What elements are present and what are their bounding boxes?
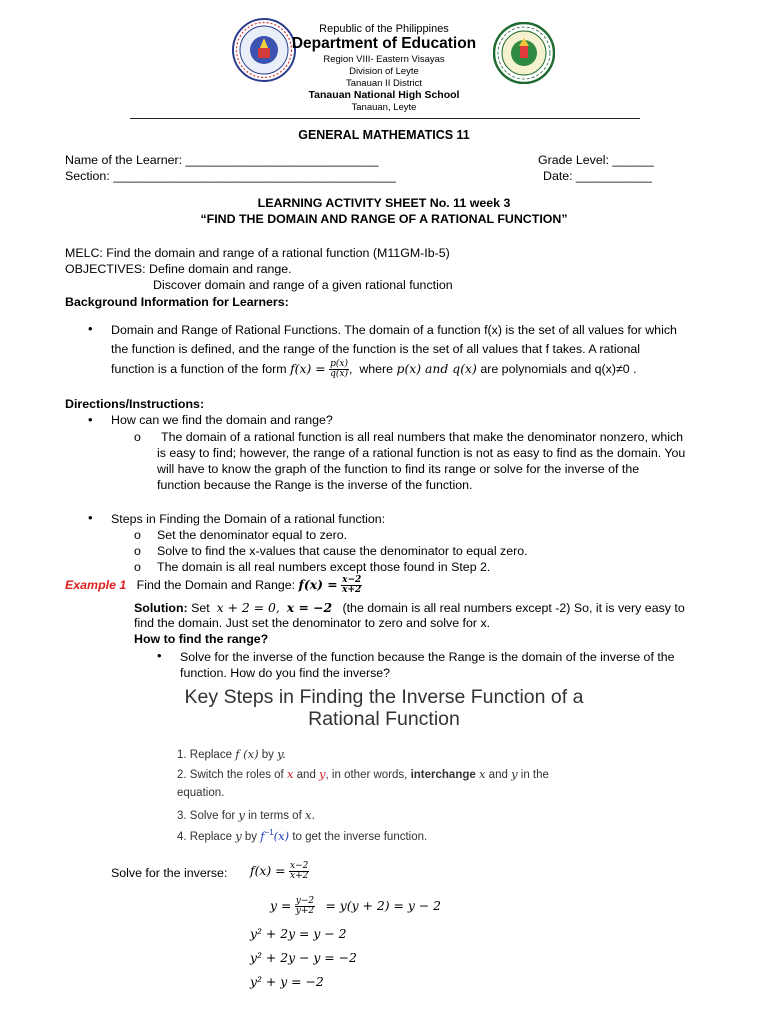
bg-line-3-b: where: [359, 361, 394, 376]
bg-line-3-a: function is a function of the form: [111, 361, 287, 376]
date-field: Date: ___________: [543, 169, 652, 183]
solve-f-fraction: [289, 862, 309, 881]
example-1-prompt: Find the Domain and Range:: [136, 577, 296, 592]
header-region: Region VIII- Eastern Visayas: [323, 54, 445, 65]
key-step-2-x2: x: [478, 767, 486, 781]
header-district: Tanauan II District: [345, 78, 423, 89]
key-step-3-b: in terms of: [248, 810, 302, 822]
solution-eq-2: x = −2: [286, 600, 333, 615]
key-step-2: [177, 767, 549, 781]
answer-line-2: is easy to find; however, the range of a rational function is not as easy to find as the domain. You: [157, 446, 686, 460]
solve-f-line: [250, 862, 309, 881]
solve-line-3: y² + 2y − y = −2: [250, 950, 357, 965]
solve-y-rhs: = y(y + 2) = y − 2: [325, 897, 442, 913]
subject-title: GENERAL MATHEMATICS 11: [298, 128, 470, 142]
form-lhs: f(x) =: [290, 360, 326, 376]
sheet-title: LEARNING ACTIVITY SHEET No. 11 week 3: [257, 196, 511, 210]
header-divider: [130, 118, 640, 119]
key-step-3: [177, 808, 315, 822]
form-fraction: [329, 360, 349, 379]
header-division: Division of Leyte: [349, 66, 419, 77]
background-heading: Background Information for Learners:: [65, 295, 289, 309]
solve-y-line: [270, 897, 441, 916]
key-steps-title-2: Rational Function: [308, 708, 460, 730]
bullet-dot: •: [88, 510, 93, 525]
step-2: Solve to find the x-values that cause the denominator to equal zero.: [157, 544, 528, 558]
solve-f-den: x+2: [290, 871, 309, 881]
solution-text: (the domain is all real numbers except -2) So, it is very easy to: [342, 601, 685, 615]
example-f-fraction: [341, 576, 362, 595]
melc-text: MELC: Find the domain and range of a rational function (M11GM-Ib-5): [65, 246, 450, 260]
grade-level-field: Grade Level: ______: [538, 153, 654, 167]
key-step-2-cont: equation.: [177, 787, 225, 799]
sub-bullet: o: [134, 544, 141, 558]
key-step-4-f: f: [260, 828, 265, 843]
steps-heading: Steps in Finding the Domain of a rational function:: [111, 512, 386, 526]
key-step-4-a: 4. Replace: [177, 830, 232, 843]
bg-line-2: the function is defined, and the range of the function is the set of all values that f takes. A rational: [111, 342, 641, 356]
objective-2: Discover domain and range of a given rational function: [153, 278, 453, 292]
key-step-2-c: in the: [520, 769, 549, 781]
example-1-line: [65, 576, 362, 595]
key-steps-title-1: Key Steps in Finding the Inverse Function of a: [184, 686, 584, 708]
solution-line: [134, 600, 685, 615]
solution-set: Set: [191, 601, 210, 615]
key-step-2-bold: interchange: [410, 769, 476, 781]
solve-f-num: x−2: [290, 861, 309, 871]
range-bullet-2: function. How do you find the inverse?: [180, 666, 391, 680]
form-den: q(x): [330, 369, 348, 379]
key-step-4-b: by: [244, 830, 258, 843]
solve-y-fraction: [295, 897, 315, 916]
key-step-4-y: y: [235, 828, 242, 843]
key-step-1-b: f (x): [235, 747, 259, 761]
solve-f-lhs: f(x) =: [250, 862, 286, 878]
key-step-1: [177, 747, 286, 761]
solution-label: Solution:: [134, 601, 188, 615]
step-3: The domain is all real numbers except those found in Step 2.: [157, 560, 491, 574]
key-step-3-x: x.: [304, 808, 316, 822]
key-step-2-b: , in other words,: [325, 769, 408, 781]
key-step-1-c: by: [261, 749, 274, 761]
step-1: Set the denominator equal to zero.: [157, 528, 348, 542]
example-f-num: x−2: [342, 575, 362, 585]
pq-math: p(x) and q(x): [396, 360, 477, 376]
answer-line-3: will have to know the graph of the function to find its range or solve for the inverse of the: [157, 462, 640, 476]
solution-eq-1: x + 2 = 0,: [216, 600, 280, 615]
key-step-4-c: to get the inverse function.: [292, 830, 428, 843]
answer-line-1: The domain of a rational function is all real numbers that make the denominator nonzero, which: [161, 430, 684, 444]
directions-q1: How can we find the domain and range?: [111, 413, 333, 427]
bg-line-1: Domain and Range of Rational Functions. The domain of a function f(x) is the set of all values for which: [111, 323, 677, 337]
answer-line-4: function because the Range is the inverse of the function.: [157, 478, 473, 492]
key-step-1-d: y.: [277, 747, 286, 761]
header-town: Tanauan, Leyte: [351, 102, 417, 113]
bullet-dot: •: [88, 321, 93, 336]
key-step-2-a: 2. Switch the roles of: [177, 769, 284, 781]
form-num: p(x): [330, 359, 348, 369]
sheet-subtitle: “FIND THE DOMAIN AND RANGE OF A RATIONAL FUNCTION”: [200, 212, 568, 226]
header-republic: Republic of the Philippines: [319, 23, 449, 35]
objectives-line: OBJECTIVES: Define domain and range.: [65, 262, 292, 276]
key-step-4: [177, 828, 427, 843]
key-step-2-y2: y: [511, 767, 518, 781]
range-question: How to find the range?: [134, 632, 269, 646]
key-step-1-a: 1. Replace: [177, 749, 232, 761]
directions-heading: Directions/Instructions:: [65, 397, 205, 411]
bg-line-3-c: are polynomials and q(x)≠0 .: [480, 361, 637, 376]
key-step-3-y: y: [238, 808, 245, 822]
sub-bullet: o: [134, 430, 141, 444]
example-f-den: x+2: [342, 585, 362, 595]
key-step-2-x: x: [286, 767, 294, 781]
key-step-2-and2: and: [488, 769, 508, 781]
solve-line-2: y² + 2y = y − 2: [250, 926, 347, 941]
bg-line-3: function is a function of the form f(x) = $\frac{p(x)}{q(x)}$ , where p(x) and q(x) are polynomials and q(x)≠0 .: [111, 359, 637, 379]
range-bullet-1: Solve for the inverse of the function because the Range is the domain of the inverse of the: [180, 650, 675, 664]
key-step-4-sup: −1: [264, 828, 274, 837]
solve-y-den: y+2: [295, 906, 315, 916]
melc-line: [65, 246, 450, 260]
header-school: Tanauan National High School: [308, 89, 460, 101]
sub-bullet: o: [134, 560, 141, 574]
bullet-dot: •: [157, 648, 162, 663]
example-f-lhs: f(x) =: [298, 576, 338, 592]
solve-y-lhs: y =: [270, 897, 292, 913]
section-field: Section: _________________________________________: [65, 169, 396, 183]
solve-y-num: y−2: [295, 896, 315, 906]
solve-label: Solve for the inverse:: [111, 866, 228, 880]
header-department: Department of Education: [291, 35, 477, 52]
bullet-dot: •: [88, 412, 93, 427]
learner-name-field: Name of the Learner: ____________________________: [65, 153, 379, 167]
solution-line-2: find the domain. Just set the denominator to zero and solve for x.: [134, 616, 491, 630]
key-step-2-y: y: [319, 767, 326, 781]
key-step-4-x: (x): [273, 828, 290, 843]
solve-line-4: y² + y = −2: [250, 974, 324, 989]
key-step-3-a: 3. Solve for: [177, 810, 236, 822]
key-step-2-and: and: [296, 769, 316, 781]
example-1-label: Example 1: [65, 577, 127, 592]
sub-bullet: o: [134, 528, 141, 542]
